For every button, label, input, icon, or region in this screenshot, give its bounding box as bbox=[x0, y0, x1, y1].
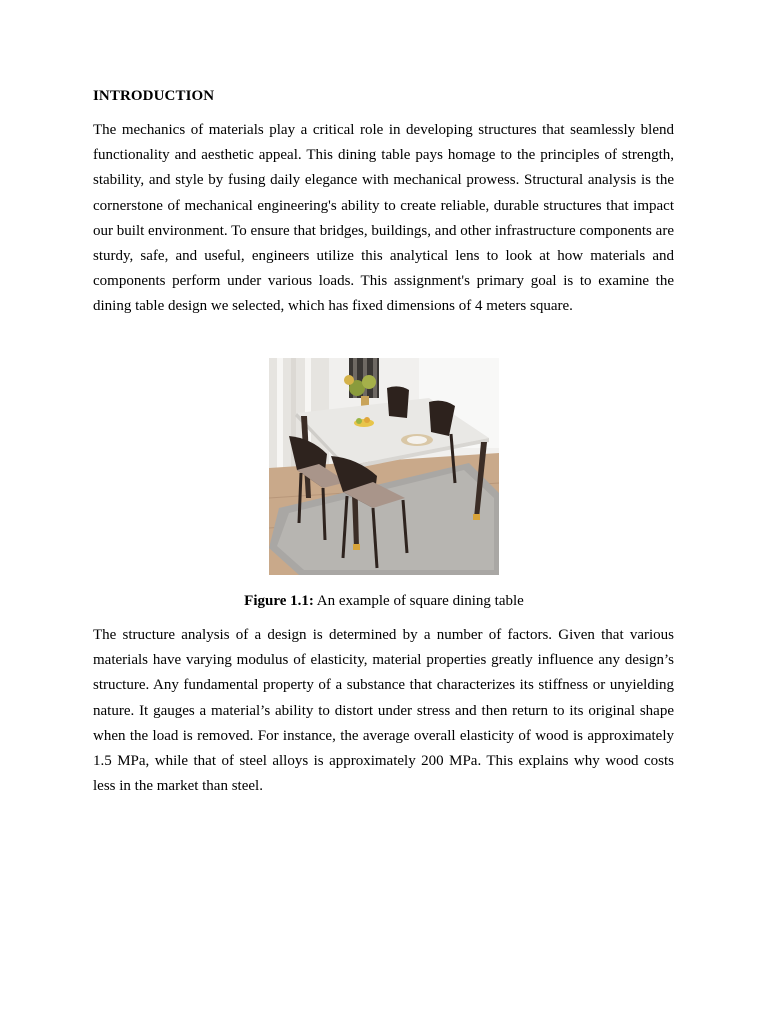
section-heading: INTRODUCTION bbox=[93, 88, 215, 104]
figure-caption bbox=[0, 592, 768, 610]
analysis-paragraph: The structure analysis of a design is determined by a number of factors. Given that various materials have varying modulus of elasticity, material properties greatly influence any design’s structure. Any fundamental property of a substance that characterizes its stiffness or unyielding nature. It gauges a material’s ability to distort under stress and then return to its original shape when the load is removed. For instance, the average overall elasticity of wood is approximately 1.5 MPa, while that of steel alloys is approximately 200 MPa. This explains why wood costs less in the market than steel. bbox=[93, 627, 674, 795]
intro-paragraph: The mechanics of materials play a critical role in developing structures that seamlessly blend functionality and aesthetic appeal. This dining table pays homage to the principles of strength, stability, and style by fusing daily elegance with mechanical prowess. Structural analysis is the cornerstone of mechanical engineering's ability to create reliable, durable structures that impact our built environment. To ensure that bridges, buildings, and other infrastructure components are sturdy, safe, and useful, engineers utilize this analytical lens to look at how materials and components perform under various loads. This assignment's primary goal is to examine the dining table design we selected, which has fixed dimensions of 4 meters square. bbox=[93, 122, 674, 315]
dining-table-photo bbox=[269, 358, 499, 575]
figure-caption-text: An example of square dining table bbox=[313, 593, 524, 609]
figure-caption-label: Figure 1.1: bbox=[244, 593, 314, 609]
